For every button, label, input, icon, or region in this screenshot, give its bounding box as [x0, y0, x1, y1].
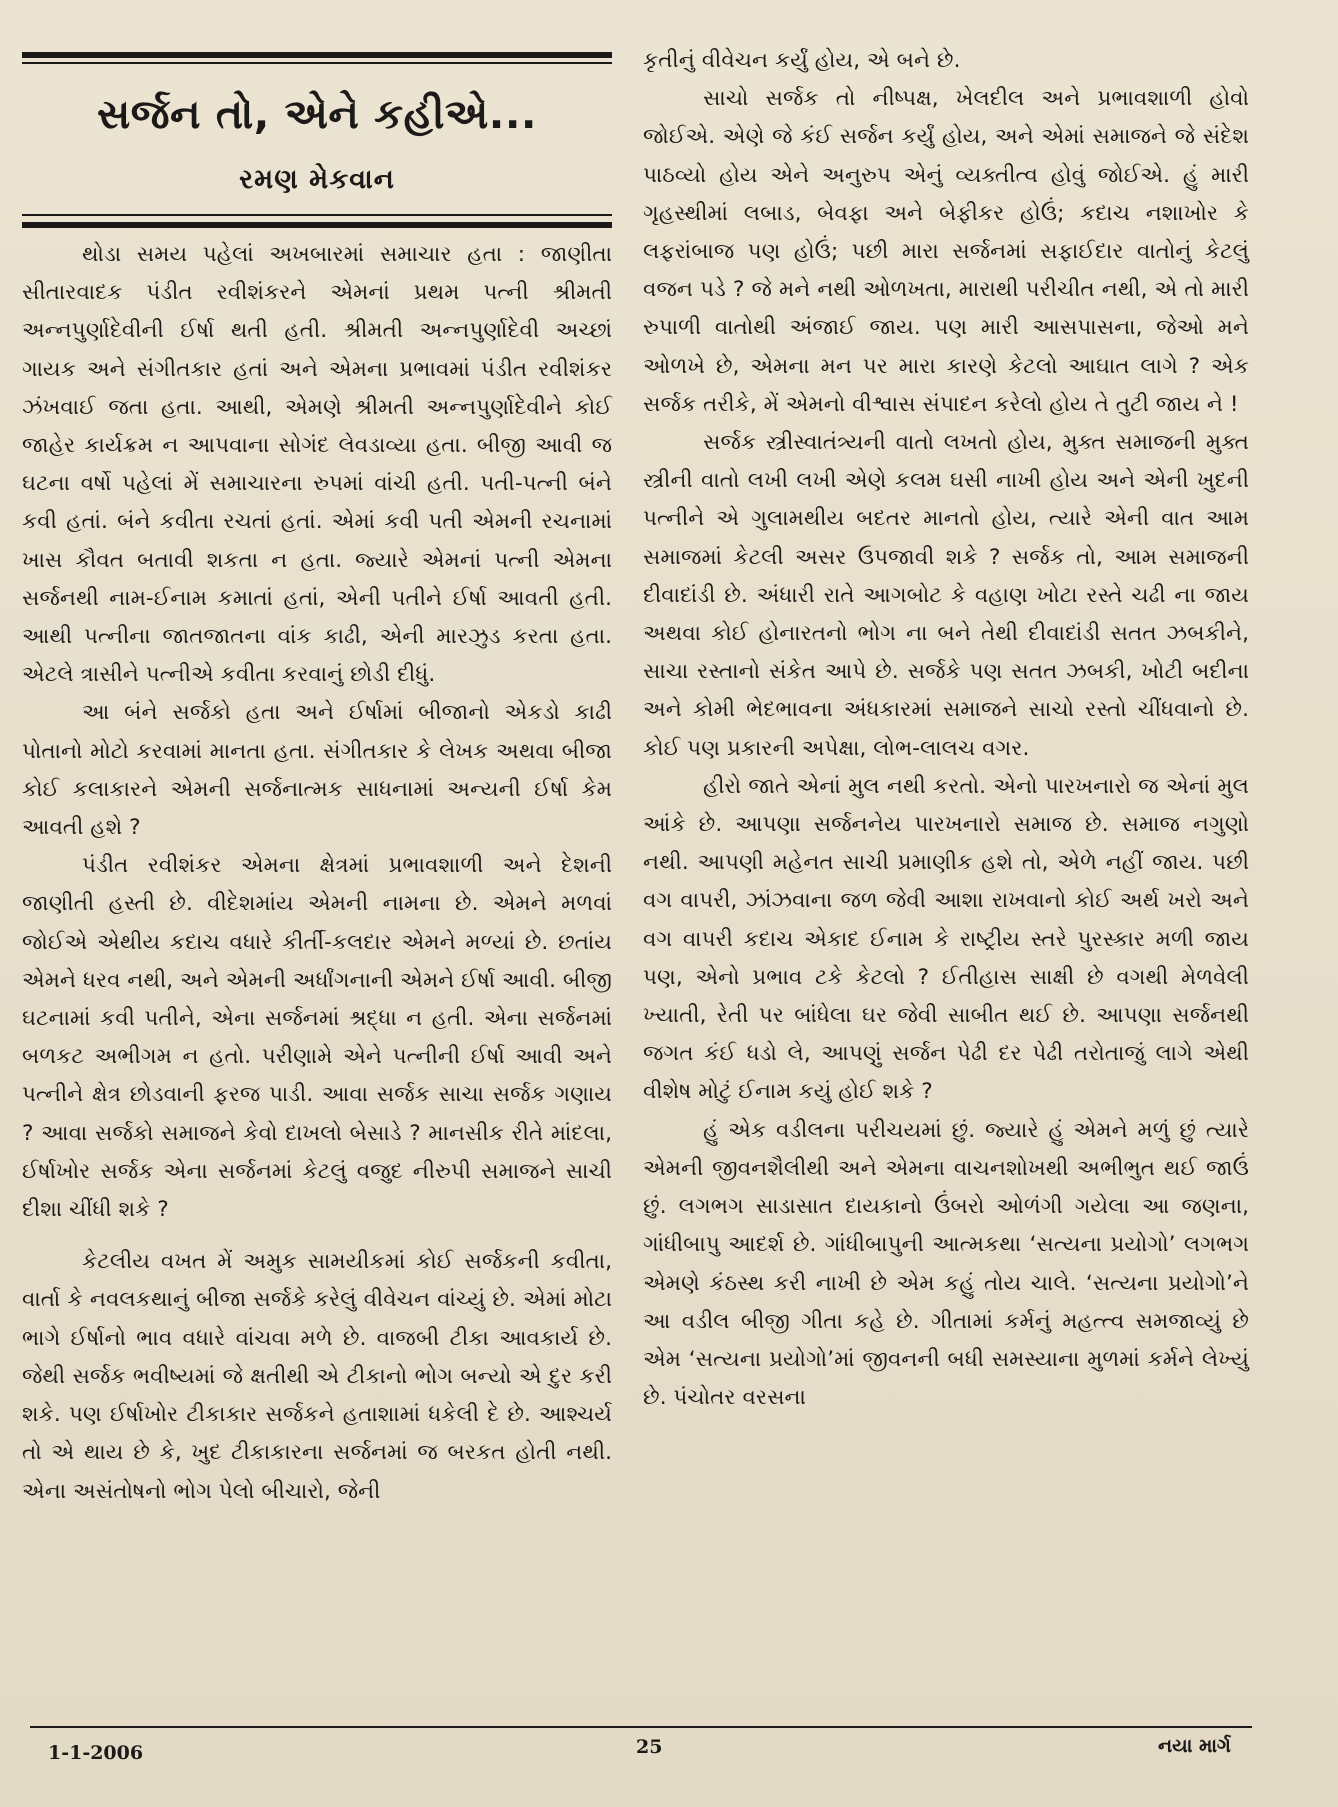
magazine-name: નયા માર્ગ: [1158, 1735, 1231, 1757]
paragraph: હું એક વડીલના પરીચયમાં છું. જ્યારે હું એમને મળું છું ત્યારે એમની જીવનશૈલીથી અને એમના વાચનશોખથી અભીભુત થઈ જાઉં છું. લગભગ સાડાસાત દાયકાનો ઉંબરો ઓળંગી ગયેલા આ જણના, ગાંધીબાપુ આદર્શ છે. ગાંધીબાપુની આત્મકથા ‘સત્યના પ્રયોગો’ લગભગ એમણે કંઠસ્થ કરી નાખી છે એમ કહું તોય ચાલે. ‘સત્યના પ્રયોગો’ને આ વડીલ બીજી ગીતા કહે છે. ગીતામાં કર્મનું મહત્ત્વ સમજાવ્યું છે એમ ‘સત્યના પ્રયોગો’માં જીવનની બધી સમસ્યાના મુળમાં કર્મને લેખ્યું છે. પંચોતર વરસના: [643, 1117, 1249, 1411]
article-author: રમણ મેકવાન: [239, 164, 395, 195]
footer-date: 1-1-2006: [48, 1742, 144, 1764]
paragraph: હીરો જાતે એનાં મુલ નથી કરતો. એનો પારખનારો જ એનાં મુલ આંકે છે. આપણા સર્જનનેય પારખનારો સમાજ છે. સમાજ નગુણો નથી. આપણી મહેનત સાચી પ્રમાણીક હશે તો, એળે નહીં જાય. પછી વગ વાપરી, ઝાંઝવાના જળ જેવી આશા રાખવાનો કોઈ અર્થ ખરો અને વગ વાપરી કદાચ એકાદ ઈનામ કે રાષ્ટ્રીય સ્તરે પુરસ્કાર મળી જાય પણ, એનો પ્રભાવ ટકે કેટલો ? ઈતીહાસ સાક્ષી છે વગથી મેળવેલી ખ્યાતી, રેતી પર બાંધેલા ઘર જેવી સાબીત થઈ છે. આપણા સર્જનથી જગત કંઈ ધડો લે, આપણું સર્જન પેઢી દર પેઢી તરોતાજું લાગે એથી વીશેષ મોટું ઈનામ કયું હોઈ શકે ?: [643, 773, 1249, 1105]
paragraph: સર્જક સ્ત્રીસ્વાતંત્ર્યની વાતો લખતો હોય, મુક્ત સમાજની મુક્ત સ્ત્રીની વાતો લખી લખી એણે કલમ ઘસી નાખી હોય અને એની ખુદની પત્નીને એ ગુલામથીય બદતર માનતો હોય, ત્યારે એની વાત આમ સમાજમાં કેટલી અસર ઉપજાવી શકે ? સર્જક તો, આમ સમાજની દીવાદાંડી છે. અંધારી રાતે આગબોટ કે વહાણ ખોટા રસ્તે ચઢી ના જાય અથવા કોઈ હોનારતનો ભોગ ના બને તેથી દીવાદાંડી સતત ઝબકીને, સાચા રસ્તાનો સંકેત આપે છે. સર્જકે પણ સતત ઝબકી, ખોટી બદીના અને કોમી ભેદભાવના અંધકારમાં સમાજને સાચો રસ્તો ચીંધવાનો છે. કોઈ પણ પ્રકારની અપેક્ષા, લોભ-લાલચ વગર.: [643, 430, 1249, 761]
left-column-text: [22, 236, 612, 1511]
paragraph: સાચો સર્જક તો નીષ્પક્ષ, ખેલદીલ અને પ્રભાવશાળી હોવો જોઈએ. એણે જે કંઈ સર્જન કર્યું હોય, અને એમાં સમાજને જે સંદેશ પાઠવ્યો હોય એને અનુરુપ એનું વ્યક્તીત્વ હોવું જોઈએ. હું મારી ગૃહસ્થીમાં લબાડ, બેવફા અને બેફીકર હોઉં; કદાચ નશાખોર કે લફરાંબાજ પણ હોઉં; પછી મારા સર્જનમાં સફાઈદાર વાતોનું કેટલું વજન પડે ? જે મને નથી ઓળખતા, મારાથી પરીચીત નથી, એ તો મારી રુપાળી વાતોથી અંજાઈ જાય. પણ મારી આસપાસના, જેઓ મને ઓળખે છે, એમના મન પર મારા કારણે કેટલો આઘાત લાગે ? એક સર્જક તરીકે, મેં એમનો વીશ્વાસ સંપાદન કરેલો હોય તે તુટી જાય ને !: [643, 86, 1249, 417]
article-title: સર્જન તો, એને કહીએ...: [97, 90, 537, 138]
title-bottom-rule-thin: [22, 214, 612, 216]
footer-rule: [30, 1726, 1252, 1728]
paragraph: કેટલીય વખત મેં અમુક સામયીકમાં કોઈ સર્જકની કવીતા, વાર્તા કે નવલકથાનું બીજા સર્જકે કરેલું વીવેચન વાંચ્યું છે. એમાં મોટા ભાગે ઈર્ષાનો ભાવ વધારે વાંચવા મળે છે. વાજબી ટીકા આવકાર્ય છે. જેથી સર્જક ભવીષ્યમાં જે ક્ષતીથી એ ટીકાનો ભોગ બન્યો એ દુર કરી શકે. પણ ઈર્ષાખોર ટીકાકાર સર્જકને હતાશામાં ધકેલી દે છે. આશ્ચર્ય તો એ થાય છે કે, ખુદ ટીકાકારના સર્જનમાં જ બરકત હોતી નથી. એના અસંતોષનો ભોગ પેલો બીચારો, જેની: [22, 1249, 612, 1504]
paragraph: થોડા સમય પહેલાં અખબારમાં સમાચાર હતા : જાણીતા સીતારવાદક પંડીત રવીશંકરને એમનાં પ્રથમ પત્ની શ્રીમતી અન્નપુર્ણાદેવીની ઈર્ષા થતી હતી. શ્રીમતી અન્નપુર્ણાદેવી અચ્છાં ગાયક અને સંગીતકાર હતાં અને એમના પ્રભાવમાં પંડીત રવીશંકર ઝંખવાઈ જતા હતા. આથી, એમણે શ્રીમતી અન્નપુર્ણાદેવીને કોઈ જાહેર કાર્યક્રમ ન આપવાના સોગંદ લેવડાવ્યા હતા. બીજી આવી જ ઘટના વર્ષો પહેલાં મેં સમાચારના રુપમાં વાંચી હતી. પતી-પત્ની બંને કવી હતાં. બંને કવીતા રચતાં હતાં. એમાં કવી પતી એમની રચનામાં ખાસ કૌવત બતાવી શકતા ન હતા. જ્યારે એમનાં પત્ની એમના સર્જનથી નામ-ઈનામ કમાતાં હતાં, એની પતીને ઈર્ષા આવતી હતી. આથી પત્નીના જાતજાતના વાંક કાઢી, એની મારઝુડ કરતા હતા. એટલે ત્રાસીને પત્નીએ કવીતા કરવાનું છોડી દીધું.: [22, 242, 612, 688]
title-bottom-rule-thick: [22, 222, 612, 228]
paragraph: પંડીત રવીશંકર એમના ક્ષેત્રમાં પ્રભાવશાળી અને દેશની જાણીતી હસ્તી છે. વીદેશમાંય એમની નામના છે. એમને મળવાં જોઈએ એથીય કદાચ વધારે કીર્તી-કલદાર એમને મળ્યાં છે. છતાંય એમને ધરવ નથી, અને એમની અર્ધાંગનાની એમને ઈર્ષા આવી. બીજી ઘટનામાં કવી પતીને, એના સર્જનમાં શ્રદ્ધા ન હતી. એના સર્જનમાં બળકટ અભીગમ ન હતો. પરીણામે એને પત્નીની ઈર્ષા આવી અને પત્નીને ક્ષેત્ર છોડવાની ફરજ પાડી. આવા સર્જક સાચા સર્જક ગણાય ? આવા સર્જકો સમાજને કેવો દાખલો બેસાડે ? માનસીક રીતે માંદલા, ઈર્ષાખોર સર્જક એના સર્જનમાં કેટલું વજુદ નીરુપી સમાજને સાચી દીશા ચીંધી શકે ?: [22, 853, 612, 1223]
paragraph: કૃતીનું વીવેચન કર્યું હોય, એ બને છે.: [643, 48, 961, 73]
page-number: 25: [636, 1736, 663, 1758]
right-column-text: [643, 42, 1249, 1417]
title-top-rule-thin: [22, 62, 612, 64]
title-top-rule-thick: [22, 52, 612, 58]
paragraph: આ બંને સર્જકો હતા અને ઈર્ષામાં બીજાનો એકડો કાઢી પોતાનો મોટો કરવામાં માનતા હતા. સંગીતકાર કે લેખક અથવા બીજા કોઈ કલાકારને એમની સર્જનાત્મક સાધનામાં અન્યની ઈર્ષા કેમ આવતી હશે ?: [22, 700, 612, 841]
